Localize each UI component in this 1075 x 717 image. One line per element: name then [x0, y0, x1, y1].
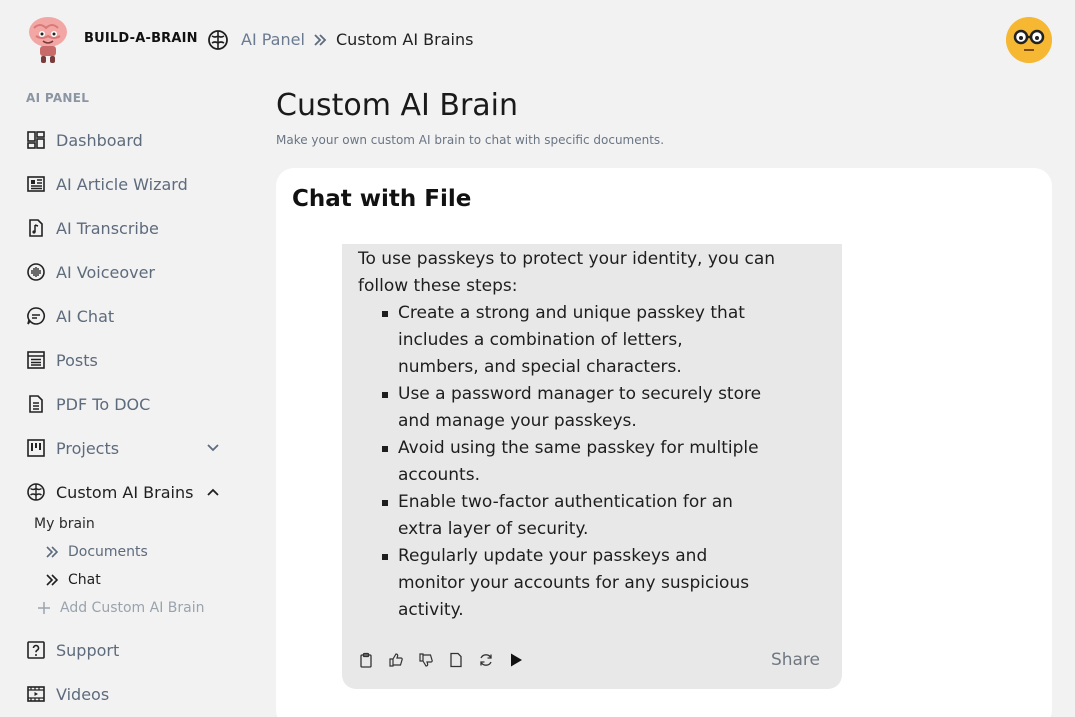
sidebar-item-ai-article-wizard[interactable]	[26, 172, 226, 196]
dashboard-icon	[26, 130, 46, 150]
sidebar-item-posts[interactable]	[26, 348, 226, 372]
sidebar-item-label: Videos	[56, 684, 110, 704]
list-item: Use a password manager to securely store and manage your passkeys.	[382, 381, 762, 435]
sidebar-heading: AI PANEL	[26, 91, 90, 105]
add-custom-ai-brain-label: Add Custom AI Brain	[60, 600, 205, 616]
breadcrumb-custom-ai-brains: Custom AI Brains	[336, 30, 474, 49]
chat-bubble-icon	[26, 306, 46, 326]
list-item: Enable two-factor authentication for an extra layer of security.	[382, 489, 762, 543]
submenu-item-label: Documents	[68, 544, 148, 560]
message-steps-list	[382, 300, 762, 624]
brand-name[interactable]: BUILD-A-BRAIN	[84, 31, 198, 46]
submenu-item-documents[interactable]	[44, 543, 148, 561]
sidebar-item-label: AI Transcribe	[56, 218, 159, 238]
message-intro: To use passkeys to protect your identity, you can follow these steps:	[358, 249, 776, 296]
user-avatar[interactable]	[1006, 17, 1052, 63]
sidebar-item-ai-transcribe[interactable]	[26, 216, 226, 240]
list-item: Regularly update your passkeys and monitor your accounts for any suspicious activity.	[382, 543, 762, 624]
thumbs-down-icon[interactable]	[418, 652, 434, 668]
breadcrumb-ai-panel[interactable]: AI Panel	[241, 30, 305, 49]
sidebar-item-dashboard[interactable]	[26, 128, 226, 152]
file-icon[interactable]	[448, 652, 464, 668]
regenerate-icon[interactable]	[478, 652, 494, 668]
chevron-down-icon[interactable]	[206, 441, 220, 455]
page-subtitle: Make your own custom AI brain to chat with specific documents.	[276, 133, 665, 147]
chevron-up-icon[interactable]	[206, 485, 220, 499]
list-item: Create a strong and unique passkey that includes a combination of letters, numbers, and special characters.	[382, 300, 762, 381]
sidebar-item-label: Dashboard	[56, 130, 143, 150]
music-file-icon	[26, 218, 46, 238]
film-icon	[26, 684, 46, 704]
submenu-my-brain[interactable]: My brain	[34, 516, 95, 532]
sidebar-item-ai-chat[interactable]	[26, 304, 226, 328]
page-title: Custom AI Brain	[276, 88, 519, 123]
message-actions	[358, 649, 828, 671]
newspaper-icon	[26, 174, 46, 194]
sidebar-item-label: AI Chat	[56, 306, 115, 326]
sidebar-item-label: PDF To DOC	[56, 394, 151, 414]
card-title: Chat with File	[292, 186, 472, 212]
sidebar-item-label: AI Voiceover	[56, 262, 156, 282]
thumbs-up-icon[interactable]	[388, 652, 404, 668]
sidebar-item-label: Support	[56, 640, 120, 660]
share-button[interactable]: Share	[770, 650, 820, 670]
sidebar-item-videos[interactable]	[26, 682, 226, 706]
kanban-icon	[26, 438, 46, 458]
list-item: Avoid using the same passkey for multiple accounts.	[382, 435, 762, 489]
brain-icon	[206, 28, 230, 52]
sidebar-item-label: Projects	[56, 438, 120, 458]
sidebar-item-projects[interactable]	[26, 436, 226, 460]
submenu-item-label: Chat	[68, 572, 101, 588]
plus-icon	[36, 600, 52, 616]
question-icon	[26, 640, 46, 660]
top-bar	[0, 0, 1075, 80]
clipboard-icon[interactable]	[358, 652, 374, 668]
sidebar-item-label: AI Article Wizard	[56, 174, 188, 194]
brain-icon	[26, 482, 46, 502]
double-chevron-right-icon	[44, 572, 60, 588]
waveform-icon	[26, 262, 46, 282]
sidebar-item-pdf-to-doc[interactable]	[26, 392, 226, 416]
document-icon	[26, 394, 46, 414]
assistant-message-bubble	[342, 244, 842, 689]
posts-icon	[26, 350, 46, 370]
submenu-item-chat[interactable]	[44, 571, 101, 589]
double-chevron-right-icon	[44, 544, 60, 560]
brain-mascot-logo[interactable]	[26, 14, 70, 64]
sidebar-item-ai-voiceover[interactable]	[26, 260, 226, 284]
play-icon[interactable]	[508, 652, 524, 668]
sidebar-item-support[interactable]	[26, 638, 226, 662]
double-chevron-right-icon	[312, 32, 328, 48]
add-custom-ai-brain-button[interactable]	[36, 599, 205, 617]
chat-card	[276, 168, 1052, 717]
sidebar-item-custom-ai-brains[interactable]	[26, 480, 226, 504]
sidebar-item-label: Custom AI Brains	[56, 482, 194, 502]
sidebar-item-label: Posts	[56, 350, 98, 370]
